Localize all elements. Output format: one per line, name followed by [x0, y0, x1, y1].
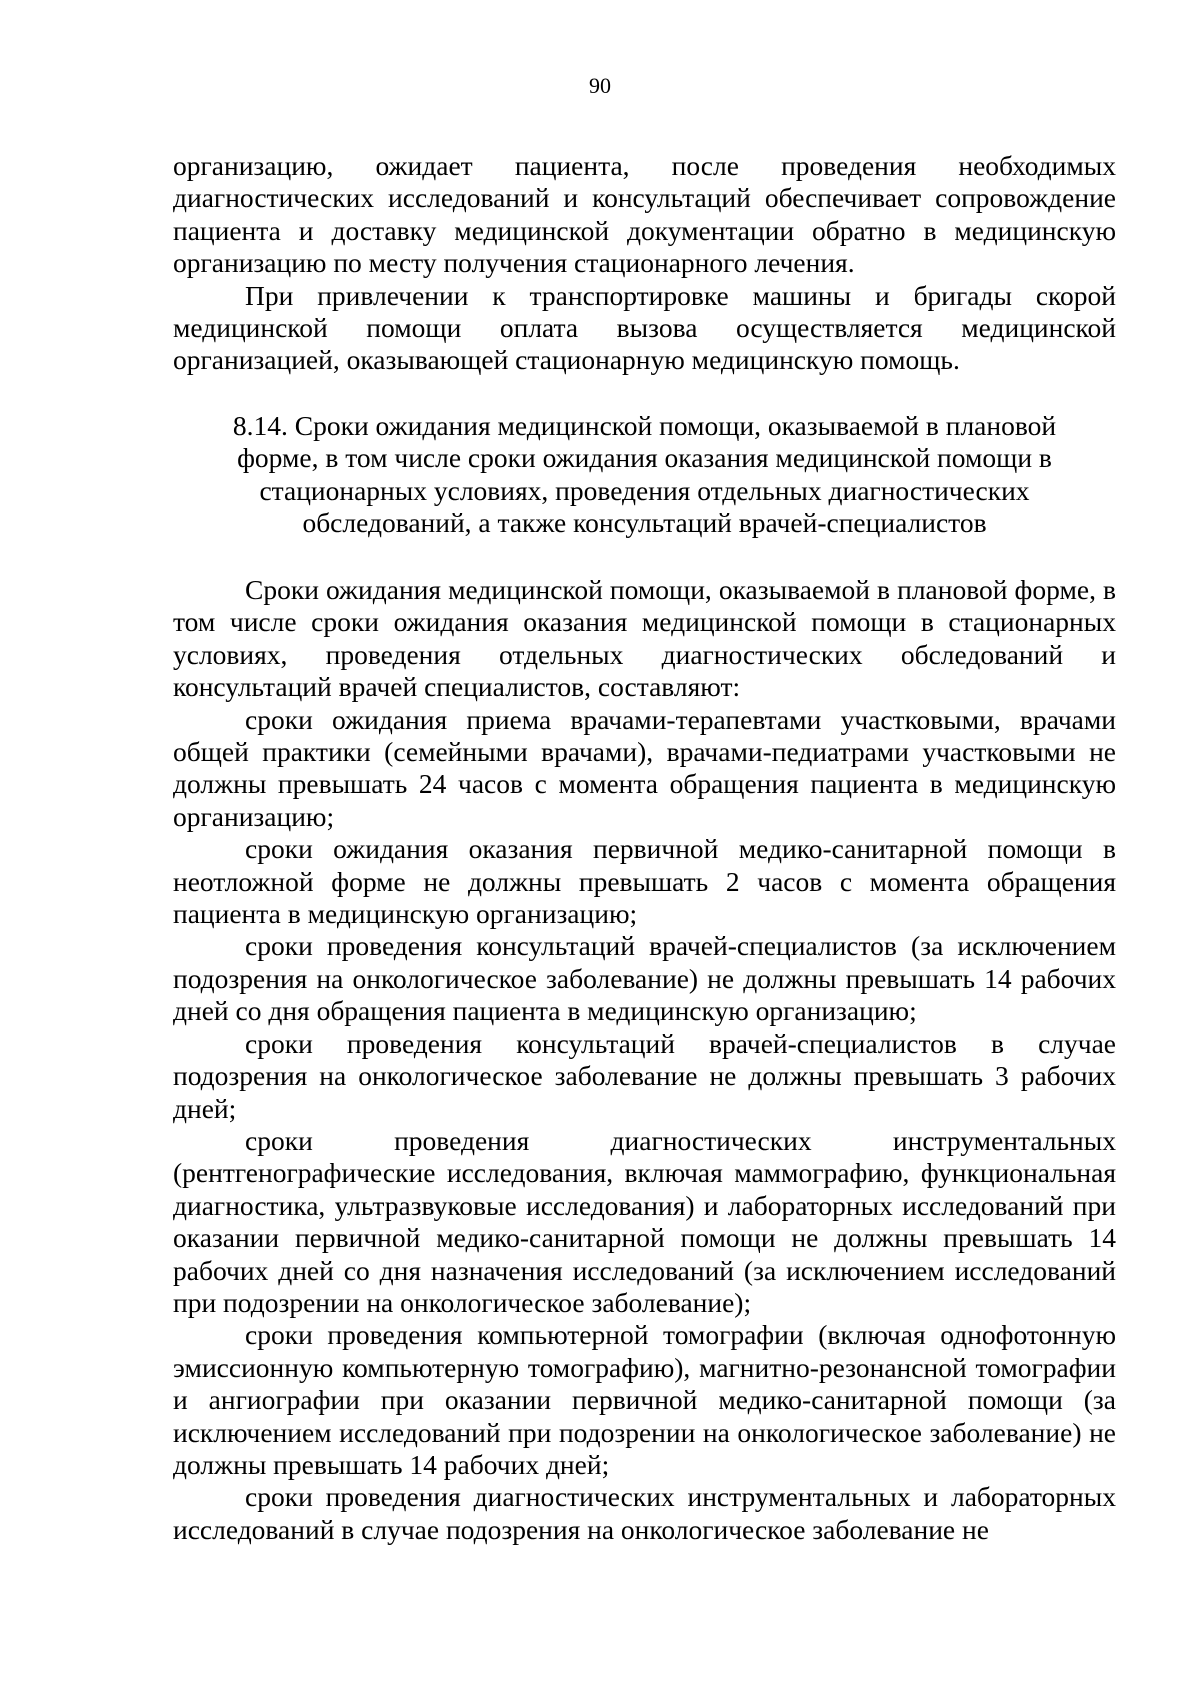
section-heading-line: форме, в том числе сроки ожидания оказания медицинской помощи в [237, 442, 1052, 474]
paragraph-continuation: организацию, ожидает пациента, после проведения необходимых диагностических исследований и консультаций обеспечивает сопровождение пациента и доставку медицинской документации обратно в медицинскую организацию по месту получения стационарного лечения. [173, 150, 1116, 279]
page-number: 90 [589, 73, 611, 98]
paragraph-specialist-consultation: сроки проведения консультаций врачей-специалистов (за исключением подозрения на онкологическое заболевание) не должны превышать 14 рабочих дней со дня обращения пациента в медицинскую организацию; [173, 930, 1116, 1027]
paragraph-urgent-care: сроки ожидания оказания первичной медико-санитарной помощи в неотложной форме не должны превышать 2 часов с момента обращения пациента в медицинскую организацию; [173, 833, 1116, 930]
paragraph-oncology-consultation: сроки проведения консультаций врачей-специалистов в случае подозрения на онкологическое заболевание не должны превышать 3 рабочих дней; [173, 1027, 1116, 1124]
paragraph-transport-payment: При привлечении к транспортировке машины и бригады скорой медицинской помощи оплата вызова осуществляется медицинской организацией, оказывающей стационарную медицинскую помощь. [173, 279, 1116, 376]
paragraph-waiting-times-intro: Сроки ожидания медицинской помощи, оказываемой в плановой форме, в том числе сроки ожидания оказания медицинской помощи в стационарных условиях, проведения отдельных диагностических обследований и консультаций врачей специалистов, составляют: [173, 574, 1116, 703]
paragraph-diagnostic-tests: сроки проведения диагностических инструментальных (рентгенографические исследования, включая маммографию, функциональная диагностика, ультразвуковые исследования) и лабораторных исследований при оказании первичной медико-санитарной помощи не должны превышать 14 рабочих дней со дня назначения исследований (за исключением исследований при подозрении на онкологическое заболевание); [173, 1124, 1116, 1318]
paragraph-therapist-appointment: сроки ожидания приема врачами-терапевтами участковыми, врачами общей практики (семейными врачами), врачами-педиатрами участковыми не должны превышать 24 часов с момента обращения пациента в медицинскую организацию; [173, 703, 1116, 832]
section-heading [173, 410, 1116, 540]
section-heading-line: 8.14. Сроки ожидания медицинской помощи, оказываемой в плановой [232, 410, 1057, 441]
section-heading-line: обследований, а также консультаций врачей-специалистов [302, 507, 987, 539]
paragraph-tomography: сроки проведения компьютерной томографии (включая однофотонную эмиссионную компьютерную томографию), магнитно-резонансной томографии и ангиографии при оказании первичной медико-санитарной помощи (за исключением исследований при подозрении на онкологическое заболевание) не должны превышать 14 рабочих дней; [173, 1319, 1116, 1480]
paragraph-oncology-diagnostics: сроки проведения диагностических инструментальных и лабораторных исследований в случае подозрения на онкологическое заболевание не [173, 1481, 1116, 1545]
section-body [173, 574, 1116, 1546]
section-heading-line: стационарных условиях, проведения отдельных диагностических [259, 474, 1030, 506]
intro-text [173, 150, 1116, 377]
